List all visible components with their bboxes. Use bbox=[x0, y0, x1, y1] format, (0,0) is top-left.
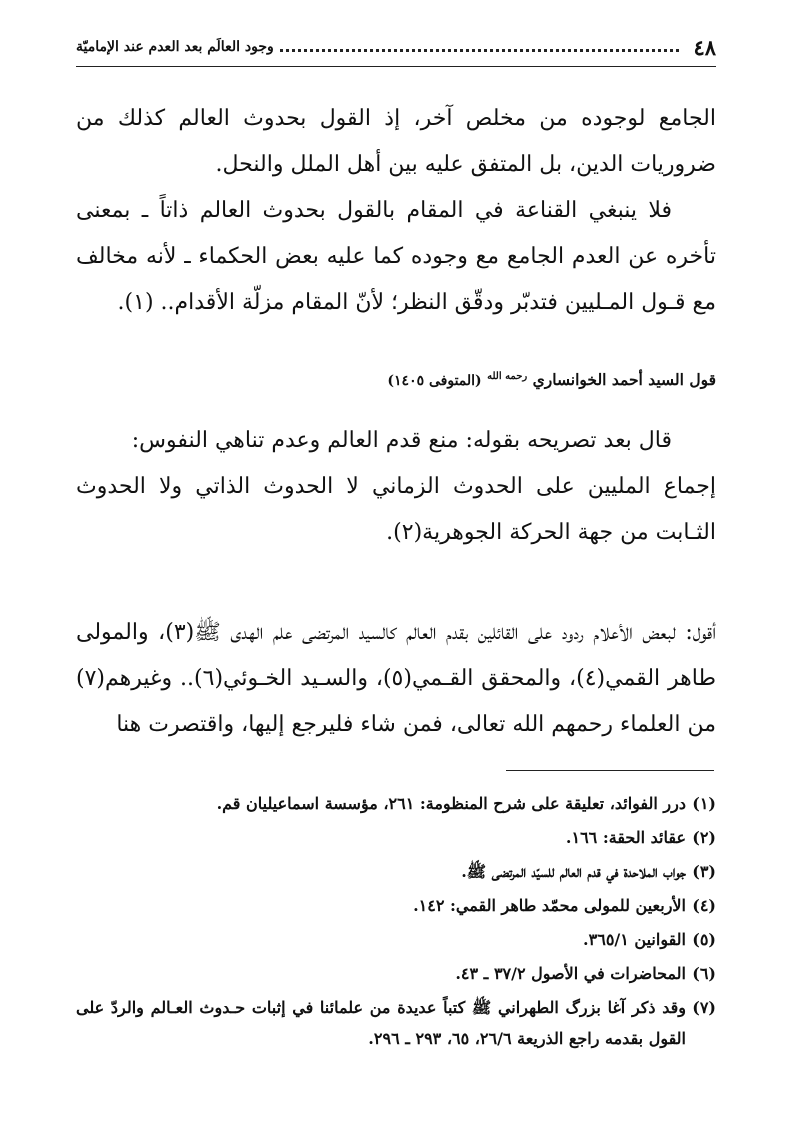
footnote-text: وقد ذكر آغا بزرگ الطهراني ﷺ كتباً عديدة من علمائنا في إثبات حـدوث العـالم والردّ على القول بقدمه راجع الذريعة ٢٦/٦، ٦٥، ٢٩٣ ـ ٢٩٦. bbox=[76, 998, 686, 1048]
header-rule bbox=[76, 66, 716, 67]
footnote-text: المحاضرات في الأصول ٣٧/٢ ـ ٤٣. bbox=[455, 964, 686, 983]
paragraph-3: قال بعد تصريحه بقوله: منع قدم العالم وعدم تناهي النفوس: bbox=[131, 428, 672, 453]
footnote-text: جواب الملاحدة في قدم العالم للسيّد المرتضى ﷺ. bbox=[461, 862, 686, 881]
footnote-separator bbox=[506, 770, 714, 771]
page-number: ٤٨ bbox=[693, 34, 716, 60]
footnote-item bbox=[76, 788, 716, 819]
footnote-number: (٥) bbox=[692, 930, 716, 949]
footnote-item bbox=[76, 992, 716, 1054]
footnote-number: (٧) bbox=[692, 998, 716, 1017]
footnotes bbox=[76, 788, 716, 1057]
quoted-text: إجماع المليين على الحدوث الزماني لا الحدوث الذاتي ولا الحدوث الثـابت من جهة الحركة الجوهرية(٢). bbox=[76, 474, 716, 545]
paragraph-2: فلا ينبغي القناعة في المقام بالقول بحدوث العالم ذاتاً ـ بمعنى تأخره عن العدم الجامع مع وجوده كما عليه بعض الحكماء ـ لأنه مخالف مع قـول المـليين فتدبّر ودقّق النظر؛ لأنّ المقام مزلّة الأقدام.. (١). bbox=[76, 198, 716, 315]
footnote-text: درر الفوائد، تعليقة على شرح المنظومة: ٢٦١، مؤسسة اسماعيليان قم. bbox=[216, 794, 686, 813]
footnote-number: (٢) bbox=[692, 828, 716, 847]
footnote-item bbox=[76, 924, 716, 955]
body-block-2 bbox=[76, 418, 716, 556]
footnote-number: (٦) bbox=[692, 964, 716, 983]
footnote-text: عقائد الحقة: ١٦٦. bbox=[565, 828, 686, 847]
footnote-item bbox=[76, 822, 716, 853]
body-block-1 bbox=[76, 96, 716, 326]
footnote-item bbox=[76, 856, 716, 887]
footnote-text: القوانين ٣٦٥/١. bbox=[583, 930, 686, 949]
page-header bbox=[76, 30, 716, 64]
running-title: وجود العالَم بعد العدم عند الإماميّة bbox=[76, 39, 274, 55]
paragraph-1: الجامع لوجوده من مخلص آخر، إذ القول بحدوث العالم كذلك من ضروريات الدين، بل المتفق عليه بين أهل الملل والنحل. bbox=[76, 106, 716, 177]
footnote-number: (٣) bbox=[692, 862, 716, 881]
footnote-text: الأربعين للمولى محمّد طاهر القمي: ١٤٢. bbox=[413, 896, 686, 915]
section-heading-date: (المتوفى ١٤٠٥) bbox=[387, 373, 482, 389]
paragraph-4: أقول: لبعض الأعلام ردود على القائلين بقدم العالم كالسيد المرتضى علم الهدى ﷺ(٣)، والمولى طاهر القمي(٤)، والمحقق القـمي(٥)، والسـيد الخـوئي(٦).. وغيرهم(٧) من العلماء رحمهم الله تعالى، فمن شاء فليرجع إليها، واقتصرت هنا bbox=[76, 620, 716, 737]
honorific-glyph: رحمه الله bbox=[487, 370, 528, 382]
footnote-item bbox=[76, 958, 716, 989]
footnote-item bbox=[76, 890, 716, 921]
footnote-number: (٤) bbox=[692, 896, 716, 915]
section-heading-title: قول السيد أحمد الخوانساري bbox=[532, 370, 716, 389]
body-block-3 bbox=[76, 610, 716, 748]
footnote-number: (١) bbox=[692, 794, 716, 813]
section-heading bbox=[76, 370, 716, 389]
header-dotted-leader bbox=[280, 49, 680, 52]
